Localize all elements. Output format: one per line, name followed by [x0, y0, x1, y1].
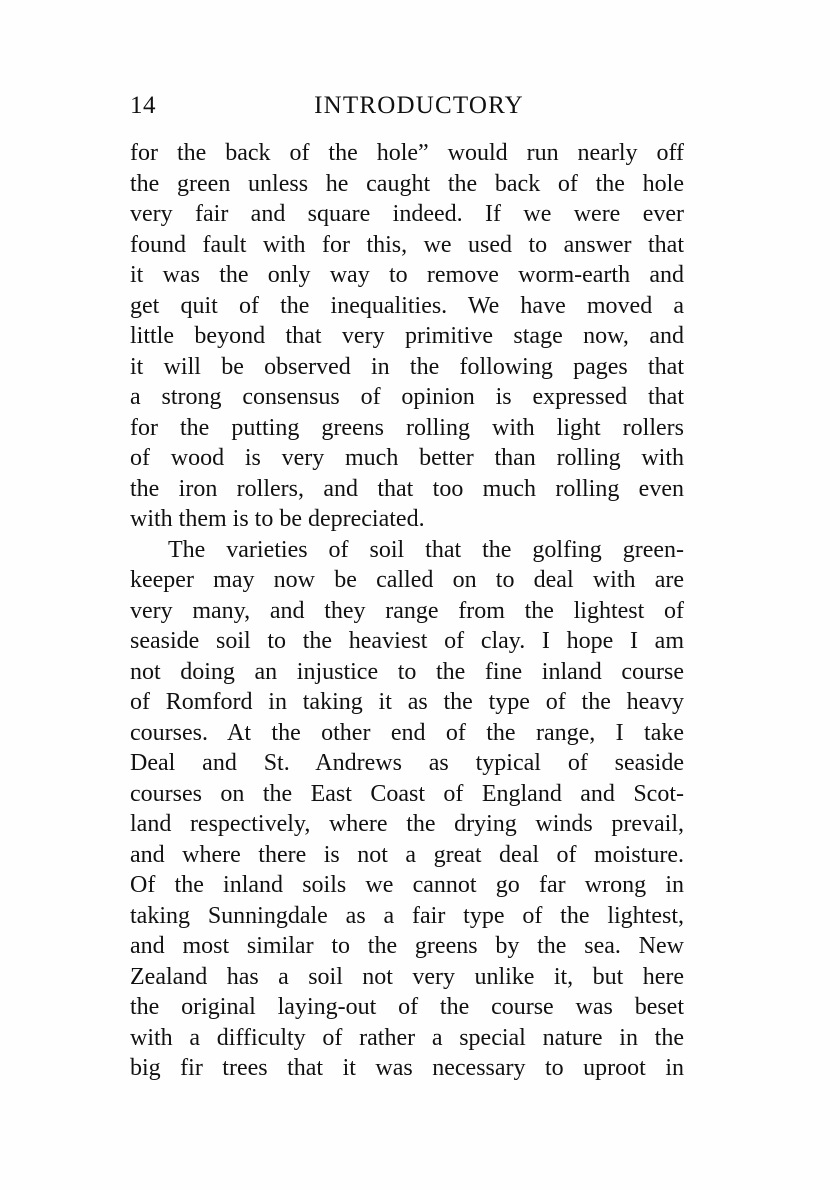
text-line: with them is to be depreciated. — [130, 506, 425, 532]
text-line: found fault with for this, we used to answer that — [130, 231, 684, 258]
text-line: The varieties of soil that the golfing green- — [168, 536, 684, 563]
text-line: taking Sunningdale as a fair type of the lightest, — [130, 902, 684, 929]
text-line: the green unless he caught the back of the hole — [130, 170, 684, 197]
text-line: it will be observed in the following pages that — [130, 353, 684, 380]
text-line: very fair and square indeed. If we were ever — [130, 201, 684, 227]
text-line: for the back of the hole” would run nearly off — [130, 140, 684, 166]
text-line: Of the inland soils we cannot go far wrong in — [130, 872, 684, 898]
text-line: courses. At the other end of the range, I take — [130, 719, 684, 746]
running-title: INTRODUCTORY — [314, 92, 524, 119]
text-line: of Romford in taking it as the type of the heavy — [130, 689, 684, 715]
paragraph — [130, 138, 684, 535]
page-number: 14 — [130, 92, 156, 119]
text-line: get quit of the inequalities. We have moved a — [130, 292, 684, 319]
text-line: Zealand has a soil not very unlike it, but here — [130, 963, 684, 990]
paragraph — [130, 535, 684, 1084]
text-line: for the putting greens rolling with light rollers — [130, 414, 684, 441]
text-line: and most similar to the greens by the sea. New — [130, 933, 684, 959]
text-line: little beyond that very primitive stage now, and — [130, 323, 684, 349]
text-line: seaside soil to the heaviest of clay. I hope I am — [130, 628, 684, 654]
text-line: the iron rollers, and that too much rolling even — [130, 475, 684, 502]
text-line: the original laying-out of the course was beset — [130, 994, 684, 1020]
text-line: a strong consensus of opinion is expressed that — [130, 384, 684, 410]
text-line: very many, and they range from the lightest of — [130, 597, 684, 624]
text-line: it was the only way to remove worm-earth and — [130, 262, 684, 288]
text-line: courses on the East Coast of England and Scot- — [130, 780, 684, 807]
body-text — [130, 138, 684, 1084]
text-line: Deal and St. Andrews as typical of seaside — [130, 750, 684, 776]
page-header — [130, 92, 684, 128]
text-line: and where there is not a great deal of moisture. — [130, 841, 684, 868]
text-line: big fir trees that it was necessary to uproot in — [130, 1055, 684, 1081]
text-line: not doing an injustice to the fine inland course — [130, 658, 684, 685]
text-line: with a difficulty of rather a special nature in the — [130, 1024, 684, 1051]
text-line: keeper may now be called on to deal with are — [130, 567, 684, 593]
text-line: land respectively, where the drying winds prevail, — [130, 811, 684, 837]
text-line: of wood is very much better than rolling with — [130, 445, 684, 471]
